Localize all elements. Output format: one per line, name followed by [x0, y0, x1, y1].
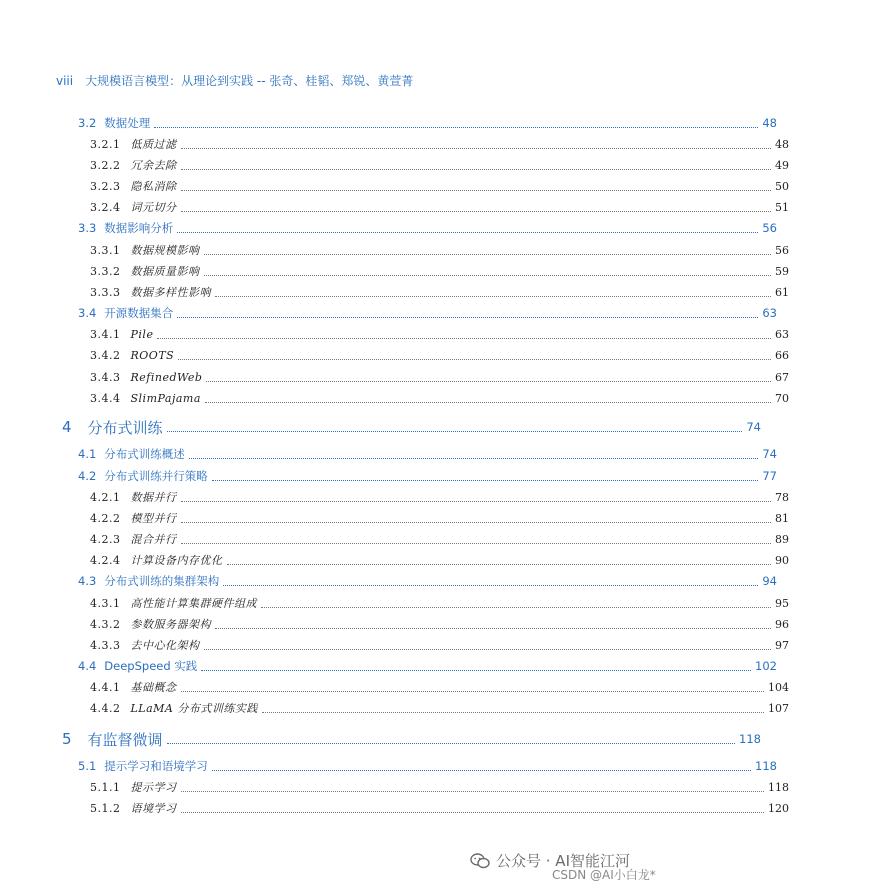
dot-leader [215, 295, 771, 297]
toc-title: 数据处理 [104, 116, 151, 130]
toc-title: 提示学习和语境学习 [104, 759, 208, 773]
toc-title: 隐私消除 [130, 180, 177, 193]
toc-number: 3.4.1 [90, 327, 121, 341]
dot-leader [204, 253, 772, 255]
toc-number: 3.2.2 [90, 158, 121, 172]
toc-entry-4-1[interactable] [0, 444, 857, 464]
toc-page: 51 [775, 200, 789, 214]
toc-entry-4-2-3[interactable] [0, 529, 869, 549]
toc-title: 去中心化架构 [130, 639, 200, 652]
toc-number: 4.4.2 [90, 701, 121, 715]
toc-entry-4-3[interactable] [0, 571, 857, 591]
toc-title: 混合并行 [130, 533, 177, 546]
dot-leader [157, 337, 771, 339]
toc-entry-3-4[interactable] [0, 303, 857, 323]
dot-leader [181, 521, 772, 523]
toc-title: 低质过滤 [130, 138, 177, 151]
toc-page: 74 [762, 447, 777, 461]
toc-page: 104 [768, 680, 789, 694]
dot-leader [181, 790, 765, 792]
wechat-icon [470, 853, 490, 869]
toc-page: 96 [775, 617, 789, 631]
toc-page: 48 [775, 137, 789, 151]
toc-page: 81 [775, 511, 789, 525]
toc-page: 89 [775, 532, 789, 546]
toc-title: 有监督微调 [87, 730, 163, 749]
header-page-number: viii [56, 74, 74, 88]
toc-title: ROOTS [130, 348, 175, 362]
toc-title: RefinedWeb [130, 370, 203, 384]
toc-title: 分布式训练并行策略 [104, 469, 208, 483]
toc-entry-3-4-2[interactable] [0, 345, 869, 365]
toc-title: Pile [130, 327, 154, 341]
toc-number: 3.2.1 [90, 137, 121, 151]
toc-number: 4.2.3 [90, 532, 121, 546]
toc-page: 63 [762, 306, 777, 320]
toc-page: 77 [762, 469, 777, 483]
toc-number: 4.4 [78, 659, 97, 673]
toc-entry-3-2-1[interactable] [0, 134, 869, 154]
toc-page: 48 [762, 116, 777, 130]
toc-entry-3-3-2[interactable] [0, 261, 869, 281]
toc-page: 61 [775, 285, 789, 299]
toc-entry-3-2-2[interactable] [0, 155, 869, 175]
toc-number: 5 [62, 730, 72, 748]
toc-page: 70 [775, 391, 789, 405]
toc-entry-3-4-1[interactable] [0, 324, 869, 344]
toc-number: 3.4.2 [90, 348, 121, 362]
toc-title: 词元切分 [130, 201, 177, 214]
toc-title: 分布式训练概述 [104, 447, 185, 461]
toc-title: 开源数据集合 [104, 306, 174, 320]
dot-leader [189, 457, 759, 459]
toc-title: 冗余去除 [130, 159, 177, 172]
toc-number: 4.2.1 [90, 490, 121, 504]
toc-entry-4-4-1[interactable] [0, 677, 869, 697]
toc-chapter-5[interactable] [0, 729, 841, 749]
dot-leader [177, 316, 758, 318]
toc-number: 3.4.3 [90, 370, 121, 384]
watermark-account: 公众号 · AI智能江河 [496, 852, 630, 870]
toc-entry-3-3-1[interactable] [0, 240, 869, 260]
toc-number: 3.3.3 [90, 285, 121, 299]
toc-entry-3-2-4[interactable] [0, 197, 869, 217]
toc-entry-3-4-4[interactable] [0, 388, 869, 408]
dot-leader [261, 606, 771, 608]
toc-entry-3-2-3[interactable] [0, 176, 869, 196]
toc-page: 120 [768, 801, 789, 815]
toc-title: 提示学习 [130, 781, 177, 794]
toc-number: 4.3.3 [90, 638, 121, 652]
toc-number: 3.3.1 [90, 243, 121, 257]
toc-title: 高性能计算集群硬件组成 [130, 597, 257, 610]
dot-leader [167, 430, 743, 432]
toc-title: 基础概念 [130, 681, 177, 694]
dot-leader [181, 500, 772, 502]
toc-number: 4.3.2 [90, 617, 121, 631]
toc-page: 49 [775, 158, 789, 172]
toc-page: 102 [755, 659, 777, 673]
toc-entry-5-1-1[interactable] [0, 777, 869, 797]
dot-leader [212, 479, 759, 481]
toc-page: 94 [762, 574, 777, 588]
toc-entry-3-3-3[interactable] [0, 282, 869, 302]
toc-title: 数据质量影响 [130, 265, 200, 278]
dot-leader [177, 231, 758, 233]
toc-entry-5-1[interactable] [0, 756, 857, 776]
toc-number: 3.2 [78, 116, 97, 130]
toc-number: 3.3.2 [90, 264, 121, 278]
toc-page: 59 [775, 264, 789, 278]
toc-number: 5.1.2 [90, 801, 121, 815]
toc-title: DeepSpeed 实践 [104, 659, 198, 673]
toc-entry-4-4[interactable] [0, 656, 857, 676]
dot-leader [181, 210, 772, 212]
toc-chapter-4[interactable] [0, 417, 841, 437]
toc-number: 4.3.1 [90, 596, 121, 610]
toc-entry-3-4-3[interactable] [0, 367, 869, 387]
toc-page: 90 [775, 553, 789, 567]
toc-number: 3.3 [78, 221, 97, 235]
toc-entry-5-1-2[interactable] [0, 798, 869, 818]
dot-leader [181, 168, 772, 170]
toc-entry-4-2-2[interactable] [0, 508, 869, 528]
toc-title: 模型并行 [130, 512, 177, 525]
dot-leader [181, 811, 765, 813]
dot-leader [227, 563, 772, 565]
toc-page: 74 [746, 420, 761, 434]
toc-page: 50 [775, 179, 789, 193]
dot-leader [201, 669, 751, 671]
toc-number: 4.2.2 [90, 511, 121, 525]
toc-entry-4-2[interactable] [0, 466, 857, 486]
dot-leader [178, 358, 771, 360]
dot-leader [181, 542, 772, 544]
dot-leader [212, 769, 751, 771]
toc-entry-4-3-2[interactable] [0, 614, 869, 634]
toc-page: 97 [775, 638, 789, 652]
dot-leader [181, 690, 765, 692]
toc-number: 5.1 [78, 759, 97, 773]
toc-page: 107 [768, 701, 789, 715]
toc-page: 118 [739, 732, 761, 746]
toc-entry-4-2-1[interactable] [0, 487, 869, 507]
toc-title: 计算设备内存优化 [130, 554, 223, 567]
toc-title: 分布式训练的集群架构 [104, 574, 220, 588]
toc-number: 4.2.4 [90, 553, 121, 567]
toc-entry-4-2-4[interactable] [0, 550, 869, 570]
toc-number: 4.2 [78, 469, 97, 483]
toc-title: 数据并行 [130, 491, 177, 504]
toc-page: 118 [755, 759, 777, 773]
dot-leader [204, 648, 772, 650]
toc-title: 参数服务器架构 [130, 618, 211, 631]
dot-leader [223, 584, 758, 586]
toc-page: 56 [775, 243, 789, 257]
dot-leader [181, 189, 772, 191]
toc-number: 3.4 [78, 306, 97, 320]
toc-title: 分布式训练 [87, 418, 163, 437]
dot-leader [215, 627, 771, 629]
csdn-watermark: CSDN @AI小白龙* [552, 868, 656, 882]
toc-entry-4-4-2[interactable] [0, 698, 869, 718]
running-header [56, 72, 413, 89]
toc-title: SlimPajama [130, 391, 201, 405]
toc-title: 数据影响分析 [104, 221, 174, 235]
toc-number: 3.4.4 [90, 391, 121, 405]
dot-leader [154, 126, 758, 128]
dot-leader [204, 274, 772, 276]
toc-page: 118 [768, 780, 789, 794]
toc-number: 3.2.4 [90, 200, 121, 214]
toc-number: 4.1 [78, 447, 97, 461]
dot-leader [181, 147, 772, 149]
toc-number: 3.2.3 [90, 179, 121, 193]
toc-entry-4-3-3[interactable] [0, 635, 869, 655]
toc-entry-3-2[interactable] [0, 113, 857, 133]
toc-title: LLaMA 分布式训练实践 [130, 702, 258, 715]
toc-number: 4.3 [78, 574, 97, 588]
dot-leader [262, 711, 764, 713]
toc-number: 4 [62, 418, 72, 436]
toc-page: 95 [775, 596, 789, 610]
toc-number: 5.1.1 [90, 780, 121, 794]
toc-page: 78 [775, 490, 789, 504]
toc-page: 56 [762, 221, 777, 235]
toc-entry-4-3-1[interactable] [0, 593, 869, 613]
header-book-title: 大规模语言模型：从理论到实践 -- 张奇、桂韬、郑锐、黄萱菁 [85, 74, 414, 88]
dot-leader [167, 742, 735, 744]
toc-title: 语境学习 [130, 802, 177, 815]
dot-leader [205, 401, 771, 403]
toc-number: 4.4.1 [90, 680, 121, 694]
toc-entry-3-3[interactable] [0, 218, 857, 238]
toc-title: 数据规模影响 [130, 244, 200, 257]
toc-page: 63 [775, 327, 789, 341]
toc-page: 66 [775, 348, 789, 362]
toc-page: 67 [775, 370, 789, 384]
dot-leader [206, 380, 771, 382]
toc-title: 数据多样性影响 [130, 286, 211, 299]
